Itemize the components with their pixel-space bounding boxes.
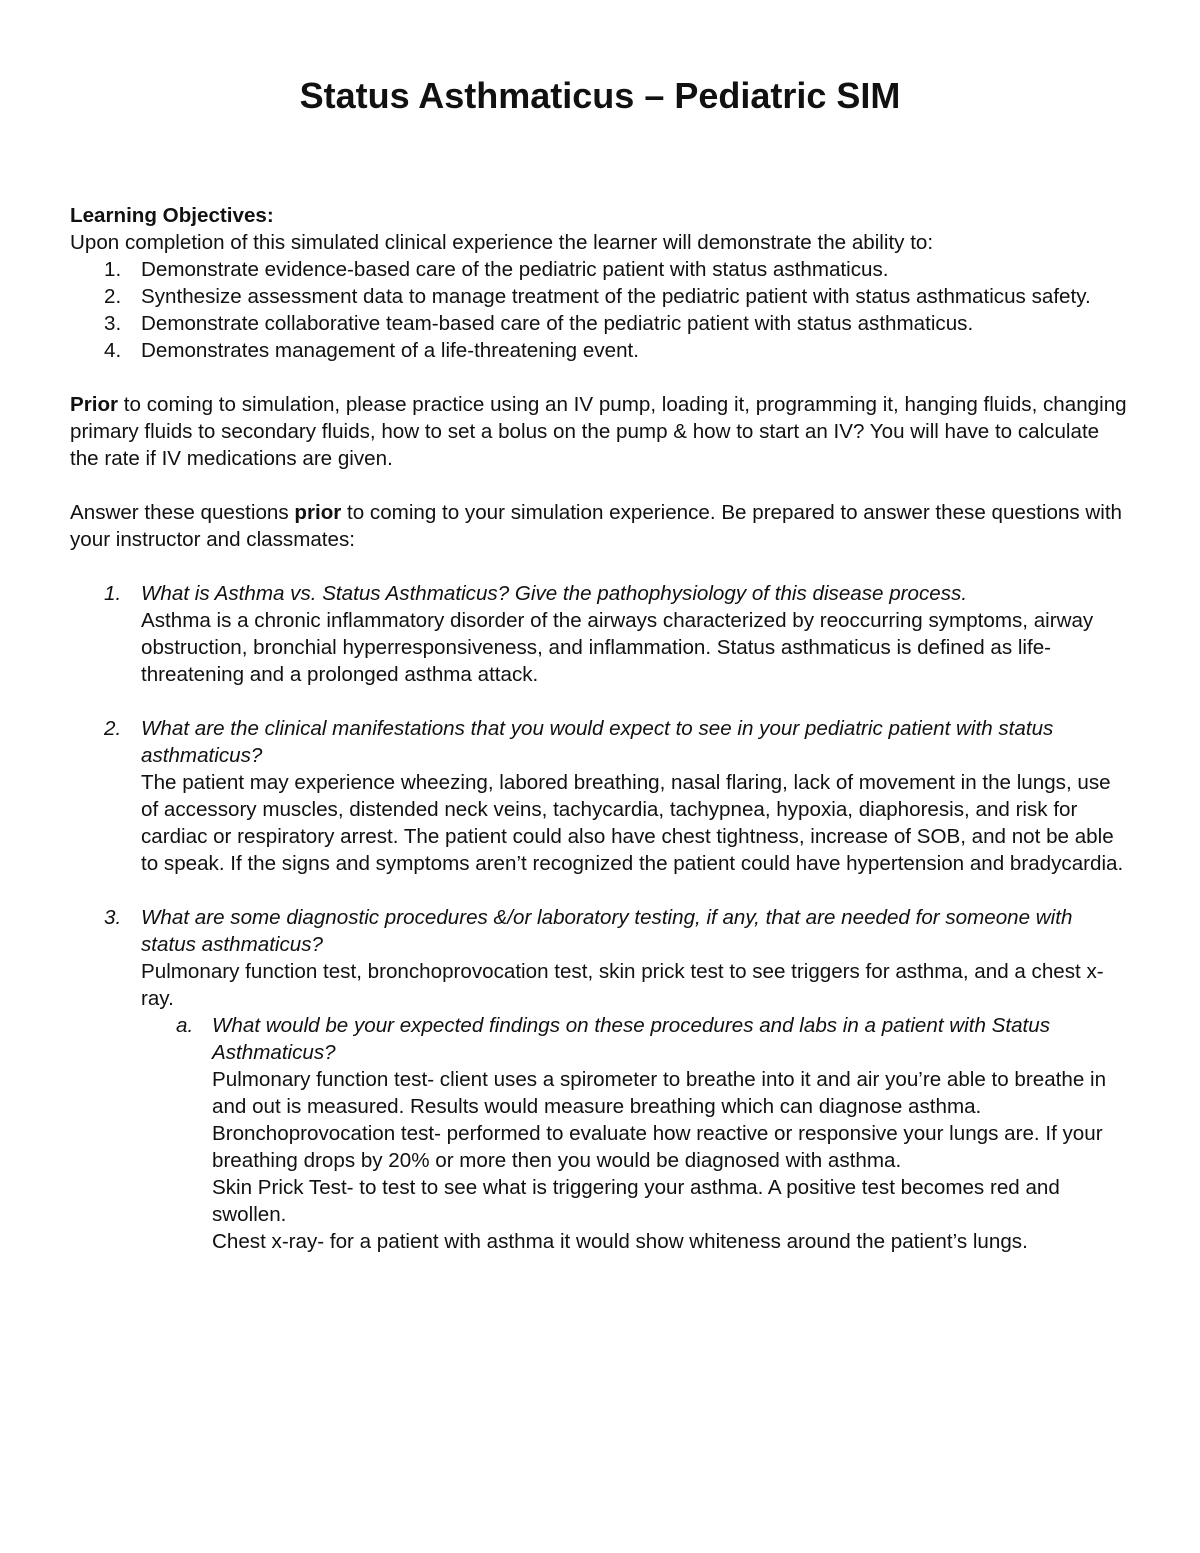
sub-answer-text: Chest x-ray- for a patient with asthma it would show whiteness around the patient’s lungs. bbox=[212, 1230, 1028, 1253]
objective-item bbox=[70, 310, 1130, 337]
question-item bbox=[70, 715, 1130, 877]
question-number: 2. bbox=[104, 717, 122, 740]
question-item bbox=[70, 904, 1130, 1255]
question-number: 3. bbox=[104, 906, 122, 929]
spacer bbox=[70, 553, 1130, 580]
spacer bbox=[70, 364, 1130, 391]
objective-number: 2. bbox=[104, 285, 122, 308]
document-body bbox=[70, 202, 1130, 1255]
sub-question-list bbox=[141, 1012, 1130, 1255]
question-item bbox=[70, 580, 1130, 688]
answer-intro-before: Answer these questions bbox=[70, 501, 295, 524]
question-text: What are some diagnostic procedures &/or laboratory testing, if any, that are needed for someone with status asthmaticus? bbox=[141, 906, 1073, 956]
objective-item bbox=[70, 256, 1130, 283]
objective-item bbox=[70, 283, 1130, 310]
answer-text: Asthma is a chronic inflammatory disorder of the airways characterized by reoccurring symptoms, airway obstruction, bronchial hyperresponsiveness, and inflammation. Status asthmaticus is defined as life-threatening and a prolonged asthma attack. bbox=[141, 609, 1094, 686]
objectives-heading: Learning Objectives: bbox=[70, 204, 274, 227]
questions-list bbox=[70, 580, 1130, 1255]
answer-text: The patient may experience wheezing, labored breathing, nasal flaring, lack of movement in the lungs, use of accessory muscles, distended neck veins, tachycardia, tachypnea, hypoxia, diaphoresis, and risk for cardiac or respiratory arrest. The patient could also have chest tightness, increase of SOB, and not be able to speak. If the signs and symptoms aren’t recognized the patient could have hypertension and bradycardia. bbox=[141, 771, 1124, 875]
objective-text: Demonstrates management of a life-threatening event. bbox=[141, 339, 639, 362]
answer-intro-after: to coming to your simulation experience. Be prepared to answer these questions with your instructor and classmates: bbox=[70, 501, 1122, 551]
objective-item bbox=[70, 337, 1130, 364]
answer-intro-bold: prior bbox=[294, 501, 342, 524]
question-text: What is Asthma vs. Status Asthmaticus? Give the pathophysiology of this disease process. bbox=[141, 582, 968, 605]
objectives-list bbox=[70, 256, 1130, 364]
objective-number: 3. bbox=[104, 312, 122, 335]
spacer bbox=[70, 877, 1130, 904]
objective-text: Demonstrate collaborative team-based care of the pediatric patient with status asthmaticus. bbox=[141, 312, 974, 335]
question-text: What are the clinical manifestations that you would expect to see in your pediatric patient with status asthmaticus? bbox=[141, 717, 1054, 767]
prior-text: to coming to simulation, please practice using an IV pump, loading it, programming it, hanging fluids, changing primary fluids to secondary fluids, how to set a bolus on the pump & how to start an IV? You will have to calculate the rate if IV medications are given. bbox=[70, 393, 1127, 470]
question-number: 1. bbox=[104, 582, 122, 605]
answer-text: Pulmonary function test, bronchoprovocation test, skin prick test to see triggers for asthma, and a chest x-ray. bbox=[141, 960, 1104, 1010]
sub-answer-text: Skin Prick Test- to test to see what is triggering your asthma. A positive test becomes red and swollen. bbox=[212, 1176, 1060, 1226]
sub-question-letter: a. bbox=[176, 1014, 194, 1037]
sub-question-text: What would be your expected findings on these procedures and labs in a patient with Status Asthmaticus? bbox=[212, 1014, 1050, 1064]
spacer bbox=[70, 688, 1130, 715]
objective-text: Synthesize assessment data to manage treatment of the pediatric patient with status asthmaticus safety. bbox=[141, 285, 1091, 308]
prior-bold: Prior bbox=[70, 393, 119, 416]
answer-intro-paragraph bbox=[70, 499, 1130, 553]
sub-question-item bbox=[141, 1012, 1130, 1255]
objective-number: 1. bbox=[104, 258, 122, 281]
sub-answer-text: Bronchoprovocation test- performed to evaluate how reactive or responsive your lungs are. If your breathing drops by 20% or more then you would be diagnosed with asthma. bbox=[212, 1122, 1103, 1172]
spacer bbox=[70, 472, 1130, 499]
page-title: Status Asthmaticus – Pediatric SIM bbox=[299, 75, 901, 116]
objective-text: Demonstrate evidence-based care of the pediatric patient with status asthmaticus. bbox=[141, 258, 889, 281]
sub-answer-text: Pulmonary function test- client uses a spirometer to breathe into it and air you’re able to breathe in and out is measured. Results would measure breathing which can diagnose asthma. bbox=[212, 1068, 1107, 1118]
objectives-intro: Upon completion of this simulated clinical experience the learner will demonstrate the ability to: bbox=[70, 231, 934, 254]
objective-number: 4. bbox=[104, 339, 122, 362]
prior-paragraph bbox=[70, 391, 1130, 472]
